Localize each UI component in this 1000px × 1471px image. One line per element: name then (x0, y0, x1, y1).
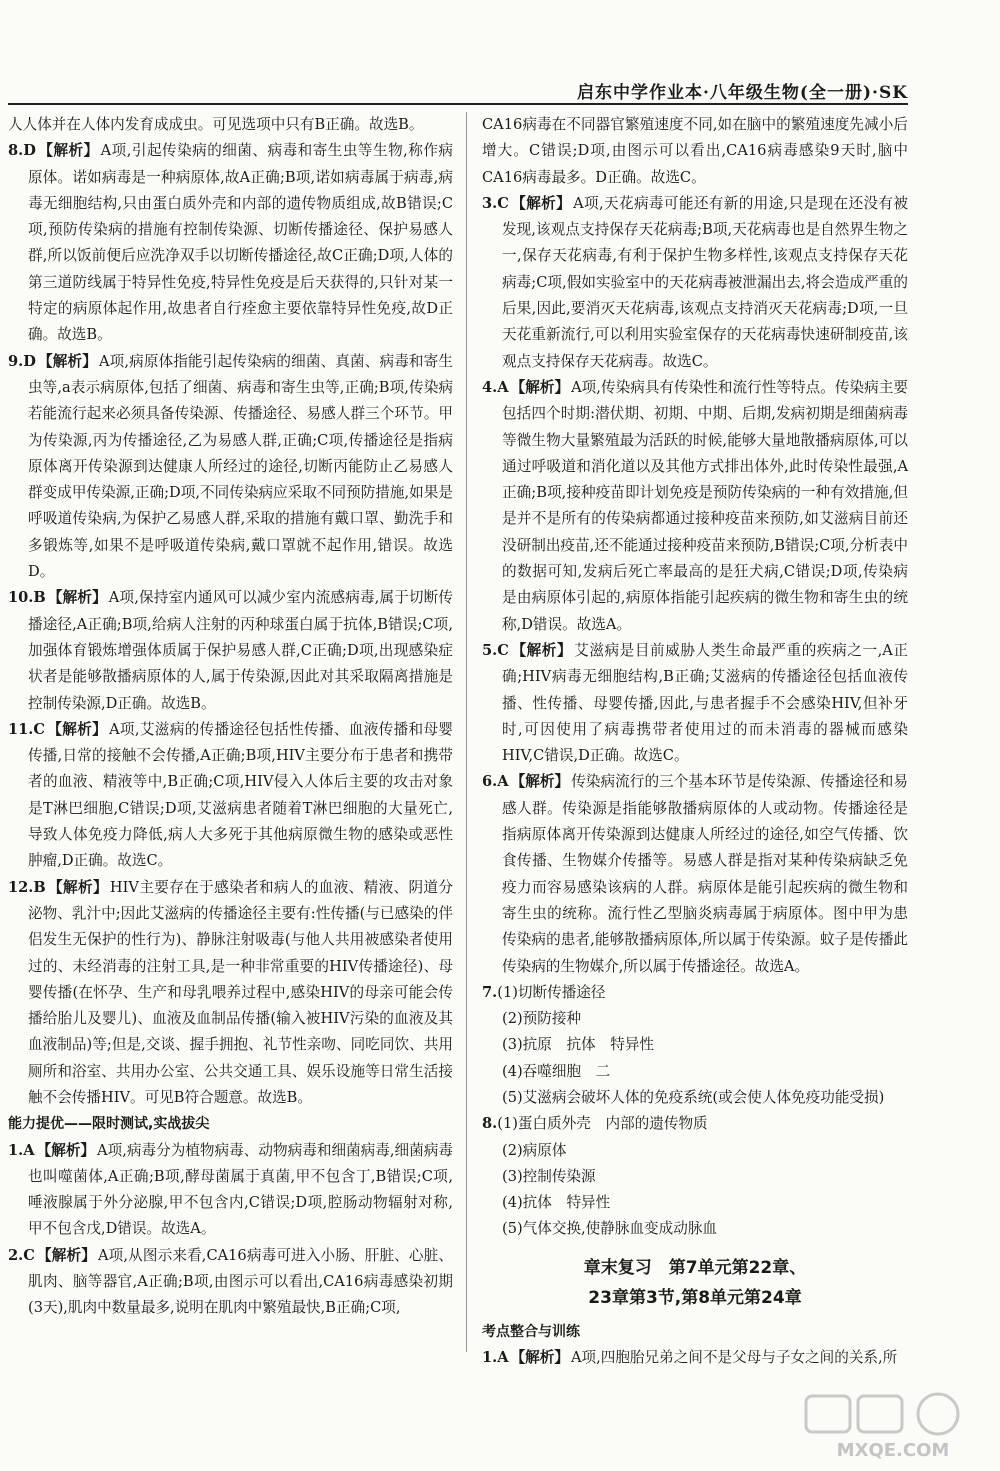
question-11: 11.C 【解析】 A项,艾滋病的传播途径包括性传播、血液传播和母婴传播,日常的接触不会传播,A正确;B项,HIV主要分布于患者和携带者的血液、精液等中,B正确;C项,HIV侵入人体后主要的攻击对象是T淋巴细胞,C错误;D项,艾滋病患者随着T淋巴细胞的大量死亡,导致人体免疫力降低,病人大多死于其他病原微生物的感染或恶性肿瘤,D正确。故选C。 (8, 720, 453, 870)
question-ability-7: 7.(1)切断传播途径 (482, 983, 606, 1001)
question-ability-1: 1.A 【解析】 A项,病毒分为植物病毒、动物病毒和细菌病毒,细菌病毒也叫噬菌体,A正确;B项,酵母菌属于真菌,甲不包含丁,B错误;C项,唾液腺属于外分泌腺,甲不包含内,C错误;D项,腔肠动物辐射对称,甲不包含戊,D错误。故选A。 (8, 1141, 453, 1238)
right-column (482, 112, 908, 1371)
question-review-1: 1.A 【解析】 A项,四胞胎兄弟之间不是父母与子女之间的关系,所 (482, 1349, 898, 1367)
intro-paragraph: 人人体并在人体内发育成成虫。可见选项中只有B正确。故选B。 (8, 116, 424, 133)
q8-item-2: (2)病原体 (502, 1141, 567, 1159)
question-8: 8.D 【解析】 A项,引起传染病的细菌、病毒和寄生虫等生物,称作病原体。诺如病毒是一种病原体,故A正确;B项,诺如病毒属于病毒,病毒无细胞结构,只由蛋白质外壳和内部的遗传物质组成,故B错误;C项,预防传染病的措施有控制传染源、切断传播途径、保护易感人群,所以饭前便后应洗净双手以切断传播途径,故C正确;D项,人体的第三道防线属于特异性免疫,特异性免疫是后天获得的,只针对某一特定的病原体起作用,故患者自行痊愈主要依靠特异性免疫,故D正确。故选B。 (8, 142, 453, 344)
q7-item-4: (4)吞噬细胞 二 (502, 1062, 611, 1080)
header-rule (8, 103, 908, 105)
section-heading-review: 考点整合与训练 (482, 1323, 580, 1340)
q7-item-2: (2)预防接种 (502, 1010, 582, 1028)
chapter-review-title: 章末复习 第7单元第22章、 23章第3节,第8单元第24章 (583, 1257, 807, 1308)
continuation-paragraph: CA16病毒在不同器官繁殖速度不同,如在脑中的繁殖速度先减小后增大。C错误;D项,由图示可以看出,CA16病毒感染9天时,脑中CA16病毒最多。D正确。故选C。 (482, 116, 908, 186)
question-ability-6: 6.A 【解析】 传染病流行的三个基本环节是传染源、传播途径和易感人群。传染源是指能够散播病原体的人或动物。传播途径是指病原体离开传染源到达健康人所经过的途径,如空气传播、饮食传播、生物媒介传播等。易感人群是指对某种传染病缺乏免疫力而容易感染该病的人群。病原体是能引起疾病的微生物和寄生虫的统称。流行性乙型脑炎病毒属于病原体。图中甲为患传染病的患者,能够散播病原体,所以属于传染源。蚊子是传播此传染病的生物媒介,所以属于传播途径。故选A。 (482, 773, 908, 975)
question-12: 12.B 【解析】 HIV主要存在于感染者和病人的血液、精液、阴道分泌物、乳汁中;因此艾滋病的传播途径主要有:性传播(与已感染的伴侣发生无保护的性行为)、静脉注射吸毒(与他人共用被感染者使用过的、未经消毒的注射工具,是一种非常重要的HIV传播途径)、母婴传播(在怀孕、生产和母乳喂养过程中,感染HIV的母亲可能会传播给胎儿及婴儿)、血液及血制品传播(输入被HIV污染的血液及其血液制品)等;但是,交谈、握手拥抱、礼节性亲吻、同吃同饮、共用厕所和浴室、共用办公室、公共交通工具、娱乐设施等日常生活接触不会传播HIV。可见B符合题意。故选B。 (8, 878, 453, 1106)
question-9: 9.D 【解析】 A项,病原体指能引起传染病的细菌、真菌、病毒和寄生虫等,a表示病原体,包括了细菌、病毒和寄生虫等,正确;B项,传染病若能流行起来必须具备传染源、传播途径、易感人群三个环节。甲为传染源,丙为传播途径,乙为易感人群,正确;C项,传播途径是指病原体离开传染源到达健康人所经过的途径,切断丙能防止乙易感人群变成甲传染源,正确;D项,不同传染病应采取不同预防措施,如果是呼吸道传染病,为保护乙易感人群,采取的措施有戴口罩、勤洗手和多锻炼等,如果不是呼吸道传染病,戴口罩就不起作用,错误。故选D。 (8, 352, 453, 581)
q8-item-4: (4)抗体 特异性 (502, 1194, 611, 1212)
q8-item-5: (5)气体交换,使静脉血变成动脉血 (502, 1220, 718, 1238)
q7-item-5: (5)艾滋病会破坏人体的免疫系统(或会使人体免疫功能受损) (502, 1088, 885, 1106)
page-header: 启东中学作业本·八年级生物(全一册)·SK (577, 83, 908, 103)
left-column (8, 112, 453, 1322)
question-ability-3: 3.C 【解析】 A项,天花病毒可能还有新的用途,只是现在还没有被发现,该观点支持保存天花病毒;B项,天花病毒也是自然界生物之一,保存天花病毒,有利于保护生物多样性,该观点支持保存天花病毒;C项,假如实验室中的天花病毒被泄漏出去,将会造成严重的后果,因此,要消灭天花病毒,该观点支持消灭天花病毒;D项,一旦天花重新流行,可以利用实验室保存的天花病毒快速研制疫苗,该观点支持保存天花病毒。故选C。 (482, 194, 908, 370)
q8-item-3: (3)控制传染源 (502, 1167, 596, 1185)
question-ability-8: 8.(1)蛋白质外壳 内部的遗传物质 (482, 1115, 708, 1133)
watermark-logo-icon (798, 1392, 988, 1462)
question-ability-2: 2.C 【解析】 A项,从图示来看,CA16病毒可进入小肠、肝脏、心脏、肌肉、脑等器官,A正确;B项,由图示可以看出,CA16病毒感染初期(3天),肌肉中数量最多,说明在肌肉中繁殖最快,B正确;C项, (8, 1246, 453, 1317)
watermark-text: MXQE.COM (836, 1440, 950, 1461)
q7-item-3: (3)抗原 抗体 特异性 (502, 1036, 655, 1054)
question-10: 10.B 【解析】 A项,保持室内通风可以减少室内流感病毒,属于切断传播途径,A正确;B项,给病人注射的丙种球蛋白属于抗体,B错误;C项,加强体育锻炼增强体质属于保护易感人群,C正确;D项,出现感染症状者是能够散播病原体的人,属于传染源,因此对其采取隔离措施是控制传染源,D正确。故选B。 (8, 589, 453, 712)
section-heading-ability: 能力提优——限时测试,实战拔尖 (8, 1116, 210, 1133)
question-ability-4: 4.A 【解析】 A项,传染病具有传染性和流行性等特点。传染病主要包括四个时期:潜伏期、初期、中期、后期,发病初期是细菌病毒等微生物大量繁殖最为活跃的时候,能够大量地散播病原体,可以通过呼吸道和消化道以及其他方式排出体外,此时传染性最强,A正确;B项,接种疫苗即计划免疫是预防传染病的一种有效措施,但是并不是所有的传染病都通过接种疫苗来预防,如艾滋病目前还没研制出疫苗,还不能通过接种疫苗来预防,B错误;C项,分析表中的数据可知,发病后死亡率最高的是狂犬病,C错误;D项,传染病是由病原体引起的,病原体指能引起疾病的微生物和寄生虫的统称,D错误。故选A。 (482, 378, 908, 633)
question-ability-5: 5.C 【解析】 艾滋病是目前威胁人类生命最严重的疾病之一,A正确;HIV病毒无细胞结构,B正确;艾滋病的传播途径包括血液传播、性传播、母婴传播,因此,与患者握手不会感染HIV,但补牙时,可因使用了病毒携带者使用过的而未消毒的器械而感染HIV,C错误,D正确。故选C。 (482, 641, 908, 765)
column-divider (466, 112, 467, 1352)
